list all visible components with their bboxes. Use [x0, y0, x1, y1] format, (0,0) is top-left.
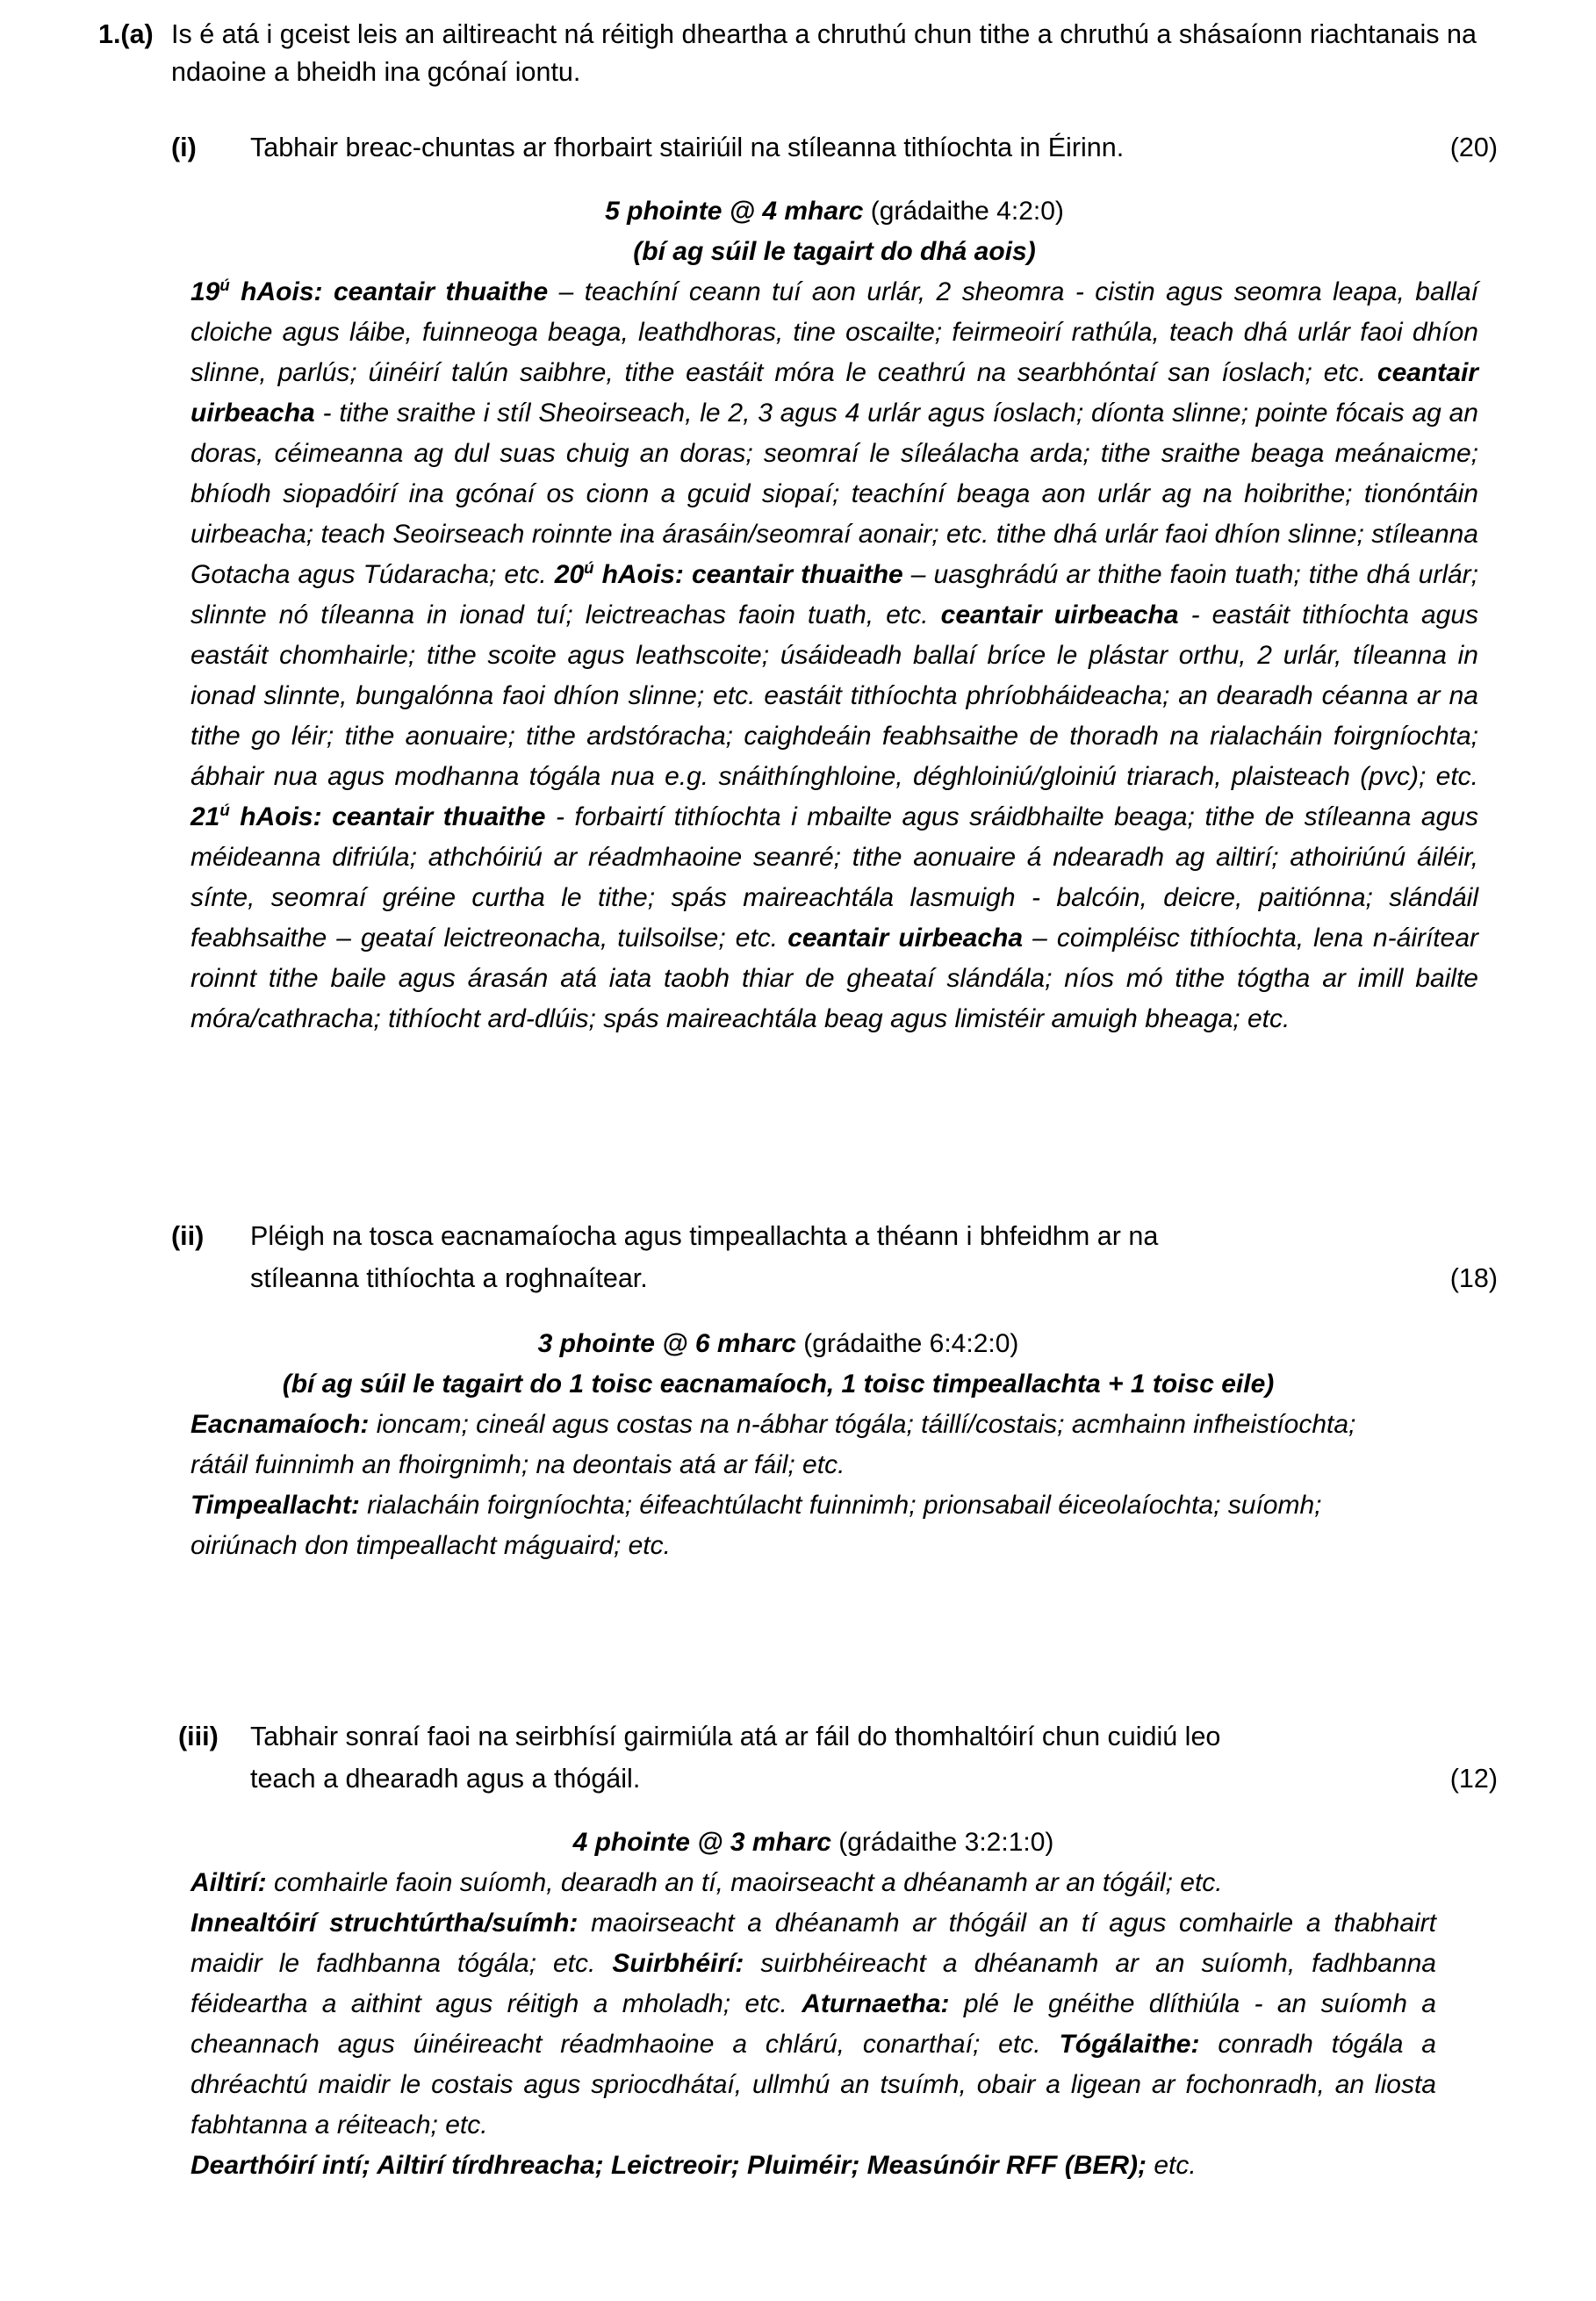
part-iii-scheme-heading-bold: 4 phointe @ 3 mharc [572, 1828, 831, 1857]
label-20th-century [555, 560, 903, 589]
label-eacnamaioch: Eacnamaíoch: [191, 1410, 370, 1439]
part-ii-scheme-heading [191, 1324, 1366, 1364]
question-1a-row [98, 16, 1498, 91]
part-iii-architects-block [191, 1863, 1436, 1903]
label-20-sup: ú [584, 558, 594, 577]
part-i-scheme-subheading [191, 232, 1478, 272]
part-i-scheme-body [191, 272, 1478, 1039]
label-togalaithe: Tógálaithe: [1059, 2030, 1200, 2059]
part-ii-scheme-subheading-text: (bí ag súil le tagairt do 1 toisc eacnamaíoch, 1 toisc timpeallachta + 1 toisc eile) [282, 1370, 1275, 1399]
question-stem-text: Is é atá i gceist leis an ailtireacht ná réitigh dheartha a chruthú chun tithe a chruthú a shásaíonn riachtanais na ndaoine a bheidh ina gcónaí iontu. [171, 19, 1477, 87]
part-iii-professionals-block [191, 1903, 1436, 2146]
text-eacnamaioch: ioncam; cineál agus costas na n-ábhar tógála; táillí/costais; acmhainn infheistíochta; rátáil fuinnimh an fhoirgnimh; na deontais atá ar fáil; etc. [191, 1410, 1356, 1479]
part-i-text-block [250, 126, 1498, 169]
label-21-number: 21 [191, 802, 220, 831]
label-20-rest: hAois: ceantair thuaithe [593, 560, 903, 589]
label-innealtoiri: Innealtóirí struchtúrtha/suímh: [191, 1909, 579, 1938]
part-iii-others-block [191, 2146, 1436, 2186]
part-ii-text-block [250, 1215, 1498, 1299]
part-i-wrapper [98, 91, 1498, 2186]
part-ii-environment-block [191, 1485, 1366, 1566]
text-19-urban: - tithe sraithe i stíl Sheoirseach, le 2, 3 agus 4 urlár agus íoslach; díonta slinne; pointe fócais ag an doras, céimeanna ag dul suas chuig an doras; seomraí le síleálacha arda; tithe sraithe beaga meánaicme; bhíodh siopadóirí ina gcónaí os cionn a gcuid siopaí; teachíní beaga aon urlár ag na hoibrithe; tionóntáin uirbeacha; teach Seoirseach roinnte ina árasáin/seomraí aonair; etc. tithe dhá urlár faoi dhíon slinne; stíleanna Gotacha agus Túdaracha; etc. [191, 399, 1478, 589]
text-ailtiri: comhairle faoin suíomh, dearadh an tí, maoirseacht a dhéanamh ar an tógáil; etc. [266, 1868, 1223, 1897]
part-ii-number: (ii) [171, 1221, 205, 1251]
text-19-rural: – teachíní ceann tuí aon urlár, 2 sheomra - cistin agus seomra leapa, ballaí cloiche agus láibe, fuinneoga beaga, leathdhoras, tine oscailte; feirmeoirí rathúla, teach dhá urlár faoi dhíon slinne, parlús; úinéirí talún saibhre, tithe eastáit móra le ceathrú na searbhóntaí san íoslach; etc. [191, 277, 1478, 387]
text-aturnaetha: plé le gnéithe dlíthiúla - an suíomh a cheannach agus úinéireacht réadmhaoine a chlárú, conarthaí; etc. [191, 1989, 1436, 2059]
part-ii-scheme-heading-plain: (grádaithe 6:4:2:0) [795, 1329, 1019, 1358]
label-20-urban: ceantair uirbeacha [940, 600, 1179, 629]
text-21-urban: – coimpléisc tithíochta, lena n-áirítear roinnt tithe baile agus árasán atá iata taobh thiar de gheataí slándála; níos mó tithe tógtha ar imill bailte móra/cathracha; tithíocht ard-dlúis; spás maireachtála beag agus limistéir amuigh bheaga; etc. [191, 924, 1478, 1033]
part-iii-number: (iii) [178, 1722, 219, 1751]
part-ii-economic-block [191, 1405, 1366, 1485]
part-i-marks: (20) [1449, 133, 1498, 162]
part-iii-marks: (12) [1449, 1764, 1498, 1794]
label-19-rest: hAois: ceantair thuaithe [229, 277, 549, 306]
part-iii-scheme-heading [191, 1823, 1436, 1863]
label-19-sup: ú [219, 276, 230, 294]
text-other-professionals-tail: etc. [1147, 2151, 1197, 2180]
part-ii-row [171, 1215, 1498, 1299]
label-21-rest: hAois: ceantair thuaithe [229, 802, 546, 831]
text-21-rural: - forbairtí tithíochta i mbailte agus sráidbhailte beaga; tithe de stíleanna agus méideanna difriúla; athchóiriú ar réadmhaoine seanré; tithe aonuaire á ndearadh ag ailtirí; athoiriúnú áiléir, sínte, seomraí gréine curtha le tithe; spás maireachtála lasmuigh - balcóin, deicre, paitiónna; slándáil feabhsaithe – geataí leictreonacha, tuilsoilse; etc. [191, 802, 1478, 953]
text-20-urban: - eastáit tithíochta agus eastáit chomhairle; tithe scoite agus leathscoite; úsáideadh ballaí bríce le plástar orthu, 2 urlár, tíleanna in ionad slinnte, bungalónna faoi dhíon slinne; etc. eastáit tithíochta phríobháideacha; an dearadh céanna ar na tithe go léir; tithe aonuaire; tithe ardstóracha; caighdeáin feabhsaithe de thoradh na rialacháin foirgníochta; ábhair nua agus modhanna tógála nua e.g. snáithínghloine, déghloiniú/gloiniú triarach, plaisteach (pvc); etc. [191, 600, 1479, 791]
part-iii-text-line2: teach a dhearadh agus a thógáil. [250, 1764, 641, 1794]
part-i-scheme-heading-bold: 5 phointe @ 4 mharc [605, 197, 864, 226]
part-iii-scheme-heading-plain: (grádaithe 3:2:1:0) [830, 1828, 1054, 1857]
part-i-number: (i) [171, 133, 197, 162]
part-i-row [171, 126, 1498, 169]
part-ii-text-line2: stíleanna tithíochta a roghnaítear. [250, 1263, 648, 1293]
text-suirbheiri: suirbhéireacht a dhéanamh ar an suíomh, fadhbanna féideartha a aithint agus réitigh a mholadh; etc. [191, 1949, 1436, 2018]
part-iii-marking-scheme [171, 1823, 1498, 2186]
part-ii-text-line1: Pléigh na tosca eacnamaíocha agus timpeallachta a théann i bhfeidhm ar na [250, 1221, 1159, 1251]
label-20-number: 20 [554, 560, 585, 589]
text-20-rural: – uasghrádú ar thithe faoin tuath; tithe dhá urlár; slinnte nó tíleanna in ionad tuí; leictreachas faoin tuath, etc. [191, 560, 1478, 629]
label-19th-century [191, 277, 548, 306]
label-19-urban: ceantair uirbeacha [191, 358, 1478, 428]
question-number: 1.(a) [98, 19, 154, 49]
label-suirbheiri: Suirbhéirí: [612, 1949, 744, 1978]
label-21-urban: ceantair uirbeacha [787, 924, 1024, 953]
part-ii-marking-scheme [171, 1324, 1498, 1566]
label-21-sup: ú [219, 801, 230, 819]
part-iii-text-block [250, 1715, 1498, 1800]
part-iii-text-line1: Tabhair sonraí faoi na seirbhísí gairmiúla atá ar fáil do thomhaltóirí chun cuidiú leo [250, 1722, 1221, 1751]
question-stem [171, 16, 1498, 91]
part-i-text: Tabhair breac-chuntas ar fhorbairt stairiúil na stíleanna tithíochta in Éirinn. [250, 133, 1125, 162]
part-i-scheme-heading [191, 191, 1478, 232]
label-19-number: 19 [191, 277, 220, 306]
text-timpeallacht: rialacháin foirgníochta; éifeachtúlacht fuinnimh; prionsabail éiceolaíochta; suíomh; oiriúnach don timpeallacht máguaird; etc. [191, 1491, 1322, 1560]
part-i-scheme-heading-plain: (grádaithe 4:2:0) [863, 197, 1064, 226]
text-togalaithe: conradh tógála a dhréachtú maidir le costais agus spriocdhátaí, ullmhú an tsuímh, obair a ligean ar fochonradh, an liosta fabhtanna a réiteach; etc. [191, 2030, 1436, 2139]
label-21st-century [191, 802, 545, 831]
spacer-after-part-ii [171, 1566, 1498, 1715]
label-aturnaetha: Aturnaetha: [802, 1989, 950, 2018]
label-other-professionals: Dearthóirí intí; Ailtirí tírdhreacha; Leictreoir; Pluiméir; Measúnóir RFF (BER); [191, 2151, 1147, 2180]
part-i-scheme-subheading-text: (bí ag súil le tagairt do dhá aois) [633, 237, 1036, 266]
part-iii-row [171, 1715, 1498, 1800]
part-ii-marks: (18) [1449, 1263, 1498, 1293]
label-timpeallacht: Timpeallacht: [191, 1491, 360, 1520]
part-ii-scheme-subheading [191, 1364, 1366, 1405]
part-ii-scheme-heading-bold: 3 phointe @ 6 mharc [537, 1329, 796, 1358]
part-i-marking-scheme [171, 191, 1498, 1039]
spacer-after-part-i [171, 1039, 1498, 1215]
text-innealtoiri: maoirseacht a dhéanamh ar thógáil an tí agus comhairle a thabhairt maidir le fadhbanna tógála; etc. [191, 1909, 1436, 1978]
label-ailtiri: Ailtirí: [191, 1868, 267, 1897]
